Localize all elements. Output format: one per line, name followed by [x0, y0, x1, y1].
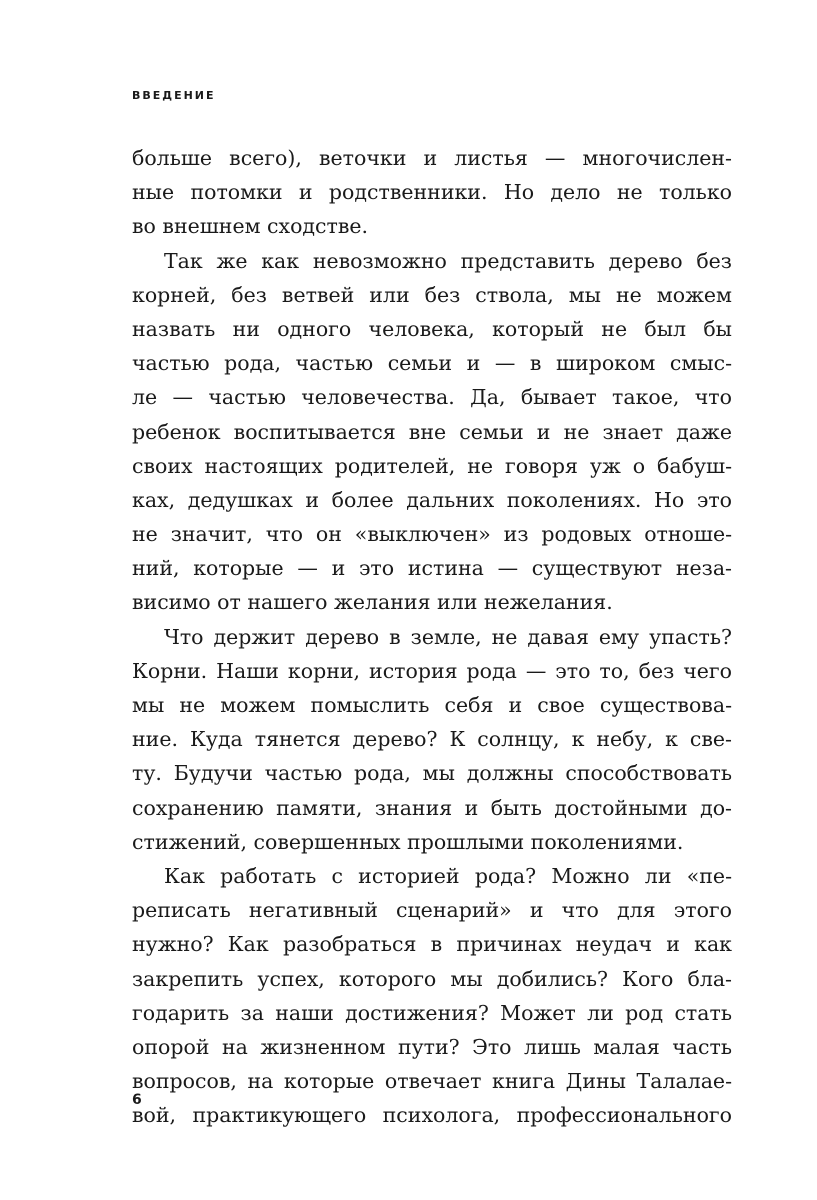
text-line: Что держит дерево в земле, не давая ему упасть?	[164, 624, 732, 649]
text-line: висимо от нашего желания или нежелания.	[132, 590, 613, 615]
text-line: ные потомки и родственники. Но дело не только	[132, 180, 732, 205]
text-line: стижений, совершенных прошлыми поколениями.	[132, 829, 684, 854]
text-line: годарить за наши достижения? Может ли род стать	[132, 1000, 732, 1025]
text-line: назвать ни одного человека, который не был бы	[132, 316, 732, 341]
text-line: нужно? Как разобраться в причинах неудач и как	[132, 932, 732, 957]
text-line: ках, дедушках и более дальних поколениях. Но это	[132, 487, 732, 512]
text-line: частью рода, частью семьи и — в широком смыс-	[132, 351, 732, 376]
text-line: не значит, что он «выключен» из родовых отноше-	[132, 522, 732, 547]
text-line: ний, которые — и это истина — существуют неза-	[132, 556, 732, 581]
text-line: во внешнем сходстве.	[132, 214, 369, 239]
text-line: ребенок воспитывается вне семьи и не знает даже	[132, 419, 732, 444]
body-text	[132, 141, 732, 1132]
text-line: реписать негативный сценарий» и что для этого	[132, 898, 732, 923]
text-line: Как работать с историей рода? Можно ли «пе-	[164, 863, 732, 888]
text-line: больше всего), веточки и листья — многочислен-	[132, 146, 732, 170]
text-line: ле — частью человечества. Да, бывает такое, что	[132, 385, 732, 410]
text-line: мы не можем помыслить себя и свое существова-	[132, 693, 732, 717]
text-line: сохранению памяти, знания и быть достойными до-	[132, 795, 732, 820]
text-line: ту. Будучи частью рода, мы должны способствовать	[132, 761, 732, 786]
text-line: своих настоящих родителей, не говоря уж о бабуш-	[132, 453, 732, 478]
text-line: ние. Куда тянется дерево? К солнцу, к небу, к све-	[132, 727, 732, 752]
text-line: вой, практикующего психолога, профессионального	[132, 1103, 732, 1128]
text-line: закрепить успех, которого мы добились? Кого бла-	[132, 966, 732, 991]
text-line: Так же как невозможно представить дерево без	[164, 248, 732, 273]
text-line: Корни. Наши корни, история рода — это то, без чего	[132, 658, 732, 683]
text-line: корней, без ветвей или без ствола, мы не можем	[132, 282, 732, 307]
running-head: ВВЕДЕНИЕ	[132, 89, 216, 102]
text-line: вопросов, на которые отвечает книга Дины Талалае-	[132, 1069, 732, 1094]
text-line: опорой на жизненном пути? Это лишь малая часть	[132, 1034, 732, 1059]
page-number: 6	[132, 1092, 142, 1108]
